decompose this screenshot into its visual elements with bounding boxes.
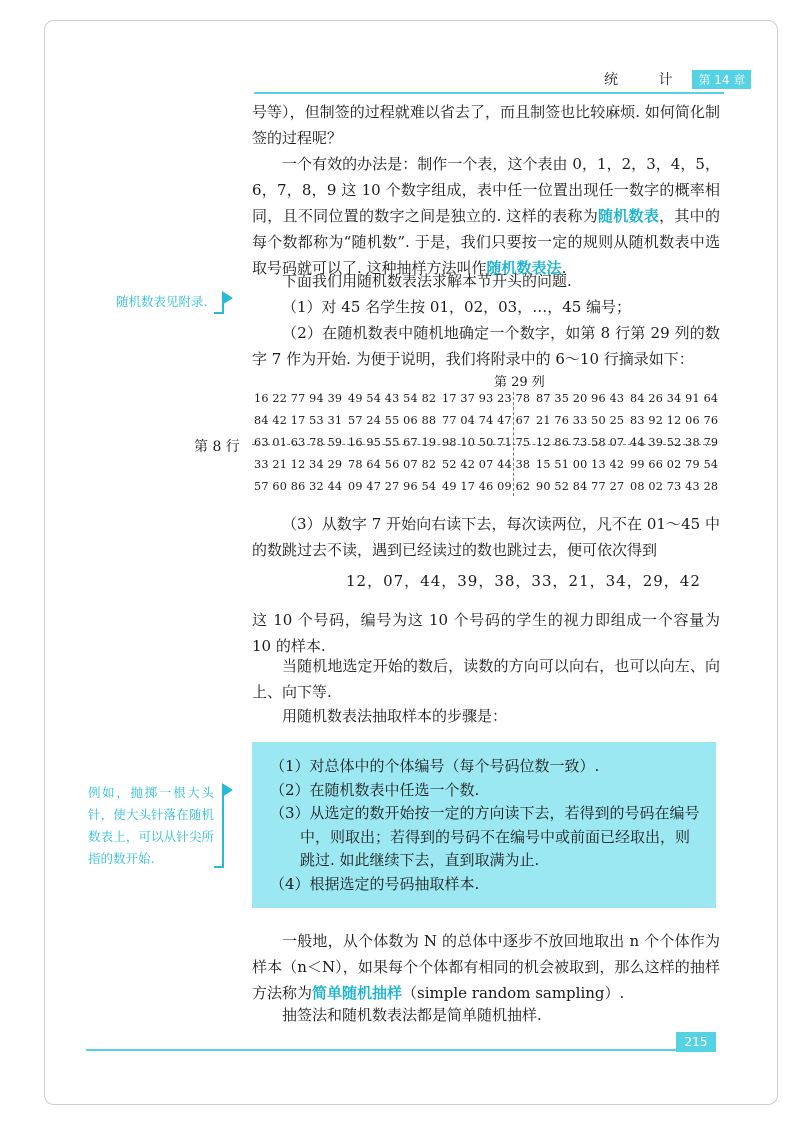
- paragraph-5: （2）在随机数表中随机地确定一个数字，如第 8 行第 29 列的数字 7 作为开始. 为便于说明，我们将附录中的 6～10 行摘录如下：: [252, 324, 720, 368]
- table-cell: 52 42 07 44 38: [442, 458, 531, 471]
- table-cell: 33 21 12 34 29: [254, 458, 343, 471]
- table-cell: 21 76 33 50 25: [536, 414, 625, 427]
- table-cell: 49 17 46 09 62: [442, 480, 531, 493]
- margin-note-bracket-2: [214, 792, 224, 868]
- table-cell: 98 10 50 71 75: [442, 436, 531, 449]
- paragraph-1: 号等），但制签的过程就难以省去了，而且制签也比较麻烦. 如何简化制签的过程呢？: [252, 103, 720, 147]
- table-row: [254, 436, 724, 449]
- table-row: [254, 480, 724, 493]
- table-cell: 49 54 43 54 82: [348, 392, 437, 405]
- step-item: （2）在随机数表中任选一个数.: [270, 780, 480, 799]
- margin-arrow-2-icon: [222, 783, 233, 797]
- table-cell: 15 51 00 13 42: [536, 458, 625, 471]
- paragraph-2: [252, 151, 720, 281]
- table-row: [254, 392, 724, 405]
- table-cell: 83 92 12 06 76: [630, 414, 719, 427]
- row-8-guide-line: [252, 444, 716, 445]
- paragraph-4: （1）对 45 名学生按 01，02，03，…，45 编号；: [282, 298, 632, 316]
- paragraph-3: 下面我们用随机数表法求解本节开头的问题.: [282, 272, 572, 290]
- header-rule: [254, 92, 724, 94]
- table-cell: 57 60 86 32 44: [254, 480, 343, 493]
- chapter-badge: 第 14 章: [692, 70, 751, 89]
- paragraph-6: （3）从数字 7 开始向右读下去，每次读两位，凡不在 01～45 中的数跳过去不读，遇到已经读过的数也跳过去，便可依次得到: [252, 515, 720, 559]
- table-cell: 87 35 20 96 43: [536, 392, 625, 405]
- row-label: 第 8 行: [194, 439, 240, 455]
- table-row: [254, 458, 724, 471]
- term-random-number-table-method: 随机数表法: [486, 259, 562, 277]
- table-cell: 09 47 27 96 54: [348, 480, 437, 493]
- term-simple-random-sampling: 简单随机抽样: [312, 984, 403, 1002]
- paragraph-10: [252, 928, 720, 1006]
- paragraph-11: 抽签法和随机数表法都是简单随机抽样.: [282, 1006, 542, 1024]
- paragraph-10-text-a: 一般地，从个体数为 N 的总体中逐步不放回地取出 n 个个体作为样本（n＜N），如果每个个体都有相同的机会被取到，那么这样的抽样方法称为: [252, 932, 720, 1002]
- paragraph-8: 当随机地选定开始的数后，读数的方向可以向右，也可以向左、向上、向下等.: [252, 657, 720, 701]
- table-cell: 77 04 74 47 67: [442, 414, 531, 427]
- paragraph-2-text-a: 一个有效的办法是：制作一个表，这个表由 0，1，2，3，4，5，6，7，8，9 这 10 个数字组成，表中任一位置出现任一数字的概率相同，且不同位置的数字之间是独立的. 这样的表称为: [252, 155, 720, 225]
- table-cell: 08 02 73 43 28: [630, 480, 719, 493]
- step-item: （1）对总体中的个体编号（每个号码位数一致）.: [270, 757, 600, 775]
- paragraph-2-text-c: .: [561, 259, 567, 277]
- table-cell: 12 86 73 58 07: [536, 436, 625, 449]
- table-cell: 44 39 52 38 79: [630, 436, 719, 449]
- selected-numbers: 12，07，44，39，38，33，21，34，29，42: [346, 572, 701, 590]
- table-row: [254, 414, 724, 427]
- page-number: 215: [676, 1032, 716, 1052]
- column-label: 第 29 列: [494, 375, 545, 390]
- table-cell: 99 66 02 79 54: [630, 458, 719, 471]
- table-cell: 57 24 55 06 88: [348, 414, 437, 427]
- paragraph-10-text-b: （simple random sampling）.: [402, 984, 625, 1002]
- margin-note-pin-example: 例如，抛掷一根大头针，使大头针落在随机数表上，可以从针尖所指的数开始.: [88, 785, 214, 866]
- paragraph-9: 用随机数表法抽取样本的步骤是：: [282, 707, 508, 725]
- table-cell: 78 64 56 07 82: [348, 458, 437, 471]
- table-cell: 63 01 63 78 59: [254, 436, 343, 449]
- paragraph-7: 这 10 个号码，编号为这 10 个号码的学生的视力即组成一个容量为 10 的样本.: [252, 611, 720, 655]
- subject-title: 统 计: [604, 72, 691, 88]
- table-cell: 16 22 77 94 39: [254, 392, 343, 405]
- table-cell: 84 26 34 91 64: [630, 392, 719, 405]
- steps-box: [252, 742, 716, 908]
- margin-arrow-1-icon: [222, 291, 233, 305]
- table-cell: 16 95 55 67 19: [348, 436, 437, 449]
- footer-rule: [86, 1049, 676, 1051]
- step-item: （4）根据选定的号码抽取样本.: [270, 874, 480, 893]
- term-random-number-table: 随机数表: [598, 207, 660, 225]
- paragraph-2-text-b: ，其中的每个数都称为“随机数”. 于是，我们只要按一定的规则从随机数表中选取号码就可以了. 这种抽样方法叫作: [252, 207, 720, 277]
- table-cell: 84 42 17 53 31: [254, 414, 343, 427]
- running-header: [604, 70, 751, 88]
- table-cell: 90 52 84 77 27: [536, 480, 625, 493]
- margin-note-appendix: 随机数表见附录.: [116, 294, 208, 309]
- column-29-guide-line: [513, 392, 514, 496]
- table-cell: 17 37 93 23 78: [442, 392, 531, 405]
- step-item: （3）从选定的数开始按一定的方向读下去，若得到的号码在编号中，则取出；若得到的号码不在编号中或前面已经取出，则跳过. 如此继续下去，直到取满为止.: [270, 804, 700, 869]
